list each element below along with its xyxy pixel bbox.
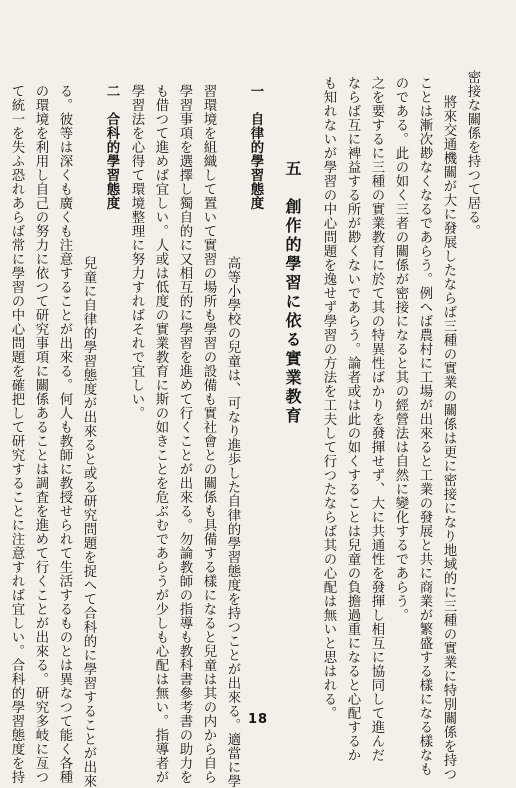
text-column: 密接な關係を持つて居る。 [465, 70, 480, 238]
page-number: 18 [247, 712, 269, 727]
text-column: て統一を失ふ恐れあらば常に學習の中心問題を確把して研究することに注意すれば宜しい。合科的學習態度を持 [9, 84, 24, 784]
text-column: 兒童に自律的學習態度が出來ると或る研究問題を捉へて合科的に學習することが出來 [81, 256, 96, 788]
text-column: も借つて進めば宜しい。人或は低度の實業教育に斯の如きことを危ぶむであらうが少しも心配は無い。指導者が [153, 84, 168, 784]
text-column: のである。此の如く三者の關係が密接になると其の經營法は自然に變化するであらう。 [393, 76, 408, 622]
section-heading: 五 創作的學習に依る實業教育 [283, 160, 302, 426]
text-column: 學習事項を選擇し獨自的に又相互的に學習を進めて行くことが出來る。勿論教師の指導も教科書參考書の助力を [177, 84, 192, 784]
text-column: 高等小學校の兒童は、可なり進歩した自律的學習態度を持つことが出來る。適當に學 [225, 256, 240, 788]
text-column: る。彼等は深くも廣くも注意することが出來る。何人も教師に教授せられて生活するものとは異なつて能く各種 [57, 84, 72, 784]
text-column: ならば互に裨益する所が尠くないであらう。論者或は此の如くすることは兒童の負擔過重になると心配するか [345, 76, 360, 762]
subsection-heading: 二 合科的學習態度 [104, 84, 120, 210]
text-column: 學習法を心得て環境整理に努力すればそれで宜しい。 [129, 84, 144, 420]
text-column: 之を要するに三種の實業教育に於て其の特異性ばかりを發揮せず、大に共通性を發揮し相互に協同して進んだ [369, 76, 384, 762]
text-column: ことは漸次尠なくなるであらう。例へば農村に工場が出來ると工業の發展と共に商業が繁盛する樣になる樣なも [417, 76, 432, 776]
text-column: も知れないが學習の中心問題を逸せず學習の方法を工夫して行つたならば其の心配は無いと思はれる。 [321, 76, 336, 720]
text-column: の環境を利用し自己の努力に依つて研究事項に關係あることは調査を進めて行くことが出來る。研究多岐に亙つ [33, 84, 48, 784]
text-column: 習環境を組織して置いて實習の場所も學習の設備も實社會との關係も具備する樣になると兒童は其の内から自ら [201, 84, 216, 784]
text-column: 將來交通機關が大に發展したならば三種の實業の關係は更に密接になり地域的に三種の實業に特別關係を持つ [441, 95, 456, 781]
subsection-heading: 一 自律的學習態度 [248, 84, 264, 210]
